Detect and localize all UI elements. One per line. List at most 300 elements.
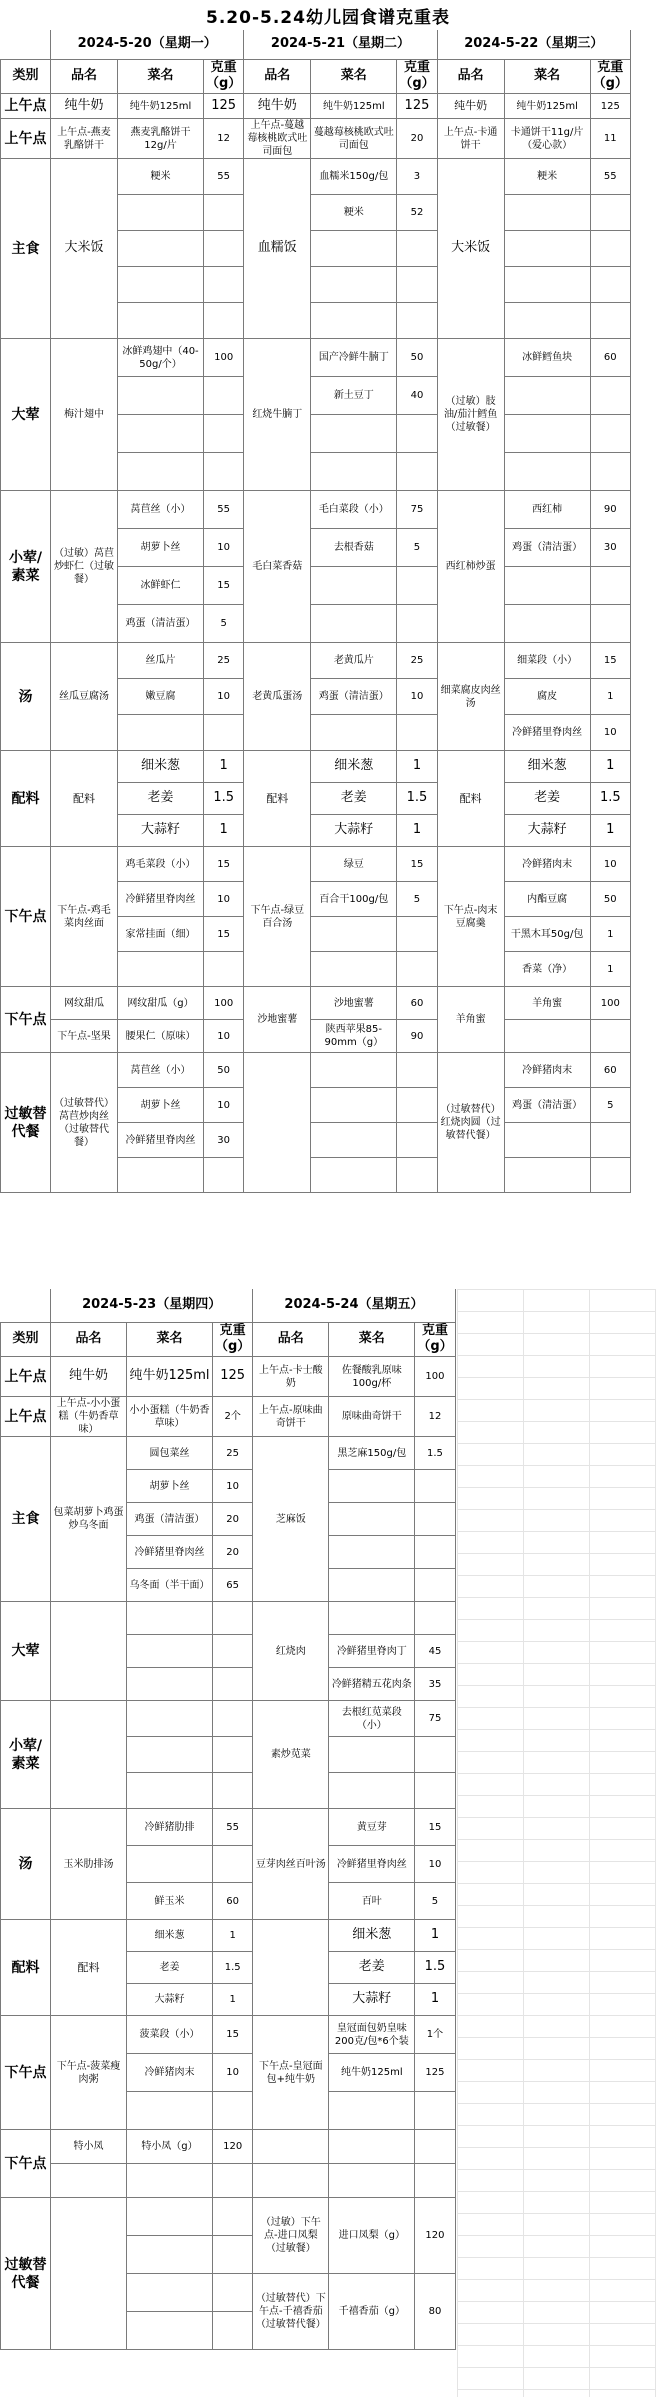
ingredient-cell: 去根红苋菜段（小） <box>329 1701 415 1737</box>
empty-cell <box>213 1846 253 1883</box>
weight-cell: 11 <box>590 119 630 159</box>
ingredient-cell: 鸡蛋（清洁蛋） <box>504 529 590 567</box>
weight-cell: 10 <box>204 679 244 715</box>
dish-cell: 血糯饭 <box>244 159 311 339</box>
weight-cell: 55 <box>204 159 244 195</box>
empty-cell <box>397 952 437 987</box>
dish-cell: 上午点-卡通饼干 <box>437 119 504 159</box>
empty-cell <box>397 415 437 453</box>
empty-cell <box>397 1053 437 1088</box>
dish-cell: （过敏）莴苣炒虾仁（过敏餐） <box>51 491 118 643</box>
dish-cell: 沙地蜜薯 <box>244 987 311 1053</box>
empty-cell <box>213 1773 253 1809</box>
menu-table-week-part1 <box>0 30 631 1193</box>
ingredient-cell: 冷鲜猪精五花肉条 <box>329 1668 415 1701</box>
empty-cell <box>127 2274 213 2312</box>
weight-cell: 12 <box>204 119 244 159</box>
weight-cell: 125 <box>397 94 437 119</box>
weight-cell: 30 <box>590 529 630 567</box>
col-header-category: 类别 <box>1 59 51 94</box>
empty-cell <box>118 952 204 987</box>
col-header-weight: 克重（g） <box>590 59 630 94</box>
empty-cell <box>118 1158 204 1193</box>
weight-cell: 100 <box>204 987 244 1020</box>
ingredient-cell: 佐餐酸乳原味100g/杯 <box>329 1357 415 1397</box>
col-header-dish: 品名 <box>244 59 311 94</box>
empty-cell <box>397 1123 437 1158</box>
empty-cell <box>213 1737 253 1773</box>
empty-cell <box>51 2164 127 2198</box>
ingredient-cell: 粳米 <box>118 159 204 195</box>
weight-cell: 15 <box>204 917 244 952</box>
col-header-ingredient: 菜名 <box>504 59 590 94</box>
ingredient-cell: 胡萝卜丝 <box>127 1470 213 1503</box>
ingredient-cell: 羊角蜜 <box>504 987 590 1020</box>
empty-cell <box>213 1635 253 1668</box>
weight-cell: 5 <box>397 529 437 567</box>
dish-cell: 下午点-坚果 <box>51 1020 118 1053</box>
empty-cell <box>127 1846 213 1883</box>
col-header-weight: 克重（g） <box>213 1322 253 1357</box>
dish-cell: 配料 <box>437 751 504 847</box>
dish-cell: 上午点-卡士酸奶 <box>253 1357 329 1397</box>
weight-cell: 90 <box>590 491 630 529</box>
empty-cell <box>204 267 244 303</box>
weight-cell: 10 <box>590 847 630 882</box>
empty-cell <box>213 1602 253 1635</box>
ingredient-cell: 腐皮 <box>504 679 590 715</box>
empty-cell <box>213 2236 253 2274</box>
ingredient-cell: 卡通饼干11g/片（爱心款） <box>504 119 590 159</box>
empty-cell <box>127 2198 213 2236</box>
weight-cell: 55 <box>204 491 244 529</box>
category-meat: 大荤 <box>1 1602 51 1701</box>
dish-cell: 素炒苋菜 <box>253 1701 329 1809</box>
ingredient-cell: 绿豆 <box>311 847 397 882</box>
empty-cell <box>118 377 204 415</box>
weight-cell: 100 <box>204 339 244 377</box>
ingredient-cell: 冷鲜猪里脊肉丝 <box>118 882 204 917</box>
weight-cell: 10 <box>415 1846 455 1883</box>
empty-cell <box>415 2092 455 2130</box>
weight-cell: 80 <box>415 2274 455 2350</box>
dish-cell: 细菜腐皮肉丝汤 <box>437 643 504 751</box>
weight-cell: 10 <box>213 2054 253 2092</box>
category-snack-pm: 下午点 <box>1 987 51 1053</box>
empty-cell <box>311 415 397 453</box>
empty-cell <box>204 377 244 415</box>
empty-cell <box>329 2092 415 2130</box>
weight-cell: 15 <box>415 1809 455 1846</box>
ingredient-cell: 纯牛奶125ml <box>127 1357 213 1397</box>
dish-cell: 下午点-菠菜瘦肉粥 <box>51 2016 127 2130</box>
empty-cell <box>204 231 244 267</box>
ingredient-cell: 皇冠面包奶皇味200克/包*6个装 <box>329 2016 415 2054</box>
weight-cell: 5 <box>590 1088 630 1123</box>
category-snack-am: 上午点 <box>1 1357 51 1397</box>
ingredient-cell: 细米葱 <box>311 751 397 783</box>
empty-cell <box>213 1701 253 1737</box>
empty-cell <box>311 917 397 952</box>
empty-dish-cell <box>253 1920 329 2016</box>
empty-cell <box>311 453 397 491</box>
category-allergy: 过敏替代餐 <box>1 1053 51 1193</box>
category-seasoning: 配料 <box>1 751 51 847</box>
dish-cell: （过敏）肢油/茄汁鳕鱼（过敏餐） <box>437 339 504 491</box>
dish-cell: 纯牛奶 <box>244 94 311 119</box>
empty-cell <box>253 2164 329 2198</box>
ingredient-cell: 小小蛋糕（牛奶香草味） <box>127 1397 213 1437</box>
ingredient-cell: 大蒜籽 <box>127 1984 213 2016</box>
empty-cell <box>118 415 204 453</box>
ingredient-cell: 老姜 <box>118 783 204 815</box>
empty-cell <box>204 195 244 231</box>
empty-cell <box>504 377 590 415</box>
ingredient-cell: 菠菜段（小） <box>127 2016 213 2054</box>
empty-cell <box>127 2092 213 2130</box>
empty-cell <box>118 267 204 303</box>
dish-cell: 梅汁翅中 <box>51 339 118 491</box>
ingredient-cell: 内酯豆腐 <box>504 882 590 917</box>
dish-cell: 下午点-皇冠面包+纯牛奶 <box>253 2016 329 2130</box>
dish-cell: 纯牛奶 <box>437 94 504 119</box>
dish-cell: 配料 <box>51 751 118 847</box>
ingredient-cell: 老姜 <box>127 1952 213 1984</box>
ingredient-cell: 细米葱 <box>118 751 204 783</box>
ingredient-cell: 毛白菜段（小） <box>311 491 397 529</box>
ingredient-cell: 燕麦乳酪饼干12g/片 <box>118 119 204 159</box>
empty-cell <box>504 1158 590 1193</box>
category-allergy: 过敏替代餐 <box>1 2198 51 2350</box>
empty-cell <box>590 453 630 491</box>
dish-cell: （过敏替代）红烧肉圆（过敏替代餐） <box>437 1053 504 1193</box>
empty-cell <box>127 1635 213 1668</box>
ingredient-cell: 嫩豆腐 <box>118 679 204 715</box>
empty-cell <box>311 1053 397 1088</box>
ingredient-cell: 百叶 <box>329 1883 415 1920</box>
empty-cell <box>127 1773 213 1809</box>
ingredient-cell: 纯牛奶125ml <box>118 94 204 119</box>
day-header-thu: 2024-5-23（星期四） <box>51 1289 253 1322</box>
weight-cell: 5 <box>415 1883 455 1920</box>
weight-cell: 1 <box>213 1984 253 2016</box>
weight-cell: 60 <box>590 339 630 377</box>
weight-cell: 15 <box>590 643 630 679</box>
weight-cell: 25 <box>397 643 437 679</box>
empty-cell <box>311 715 397 751</box>
dish-cell: 上午点-燕麦乳酪饼干 <box>51 119 118 159</box>
ingredient-cell: 纯牛奶125ml <box>329 2054 415 2092</box>
dish-cell: 丝瓜豆腐汤 <box>51 643 118 751</box>
dish-cell: 红烧肉 <box>253 1602 329 1701</box>
weight-cell: 20 <box>213 1536 253 1569</box>
empty-dish-cell <box>51 1701 127 1809</box>
col-header-ingredient: 菜名 <box>311 59 397 94</box>
ingredient-cell: 国产冷鲜牛腩丁 <box>311 339 397 377</box>
empty-cell <box>504 1123 590 1158</box>
empty-cell <box>415 1737 455 1773</box>
weight-cell: 125 <box>415 2054 455 2092</box>
empty-cell <box>127 1701 213 1737</box>
col-header-category: 类别 <box>1 1322 51 1357</box>
ingredient-cell: 鸡蛋（清洁蛋） <box>118 605 204 643</box>
ingredient-cell: 纯牛奶125ml <box>311 94 397 119</box>
empty-cell <box>311 231 397 267</box>
empty-cell <box>397 917 437 952</box>
weight-cell: 1 <box>397 815 437 847</box>
ingredient-cell: 冰鲜鳕鱼块 <box>504 339 590 377</box>
ingredient-cell: 老姜 <box>329 1952 415 1984</box>
dish-cell: （过敏替代）下午点-千禧香茄（过敏替代餐） <box>253 2274 329 2350</box>
empty-cell <box>213 2164 253 2198</box>
weight-cell: 10 <box>204 1088 244 1123</box>
empty-cell <box>118 453 204 491</box>
ingredient-cell: 老黄瓜片 <box>311 643 397 679</box>
empty-cell <box>329 1569 415 1602</box>
empty-cell <box>397 303 437 339</box>
empty-cell <box>415 1536 455 1569</box>
ingredient-cell: 冷鲜猪肉末 <box>127 2054 213 2092</box>
weight-cell: 75 <box>415 1701 455 1737</box>
empty-cell <box>127 1668 213 1701</box>
weight-cell: 10 <box>397 679 437 715</box>
ingredient-cell: 老姜 <box>504 783 590 815</box>
weight-cell: 65 <box>213 1569 253 1602</box>
weight-cell: 40 <box>397 377 437 415</box>
ingredient-cell: 沙地蜜薯 <box>311 987 397 1020</box>
ingredient-cell: 冰鲜鸡翅中（40-50g/个） <box>118 339 204 377</box>
weight-cell: 5 <box>204 605 244 643</box>
empty-cell <box>204 453 244 491</box>
weight-cell: 55 <box>213 1809 253 1846</box>
dish-cell: 上午点-原味曲奇饼干 <box>253 1397 329 1437</box>
weight-cell: 1.5 <box>415 1952 455 1984</box>
weight-cell: 125 <box>204 94 244 119</box>
ingredient-cell: 冷鲜猪肉末 <box>504 847 590 882</box>
weight-cell: 75 <box>397 491 437 529</box>
empty-cell <box>415 1773 455 1809</box>
empty-cell <box>504 231 590 267</box>
col-header-dish: 品名 <box>253 1322 329 1357</box>
ingredient-cell: 西红柿 <box>504 491 590 529</box>
ingredient-cell: 纯牛奶125ml <box>504 94 590 119</box>
weight-cell: 10 <box>204 1020 244 1053</box>
col-header-dish: 品名 <box>437 59 504 94</box>
weight-cell: 15 <box>213 2016 253 2054</box>
empty-cell <box>118 231 204 267</box>
empty-cell <box>504 1020 590 1053</box>
category-staple: 主食 <box>1 159 51 339</box>
menu-table-week-part2 <box>0 1289 456 2350</box>
ingredient-cell: 大蒜籽 <box>118 815 204 847</box>
weight-cell: 1.5 <box>213 1952 253 1984</box>
ingredient-cell: 冰鲜虾仁 <box>118 567 204 605</box>
weight-cell: 50 <box>204 1053 244 1088</box>
weight-cell: 60 <box>590 1053 630 1088</box>
col-header-ingredient: 菜名 <box>329 1322 415 1357</box>
ingredient-cell: 进口凤梨（g） <box>329 2198 415 2274</box>
category-snack-am: 上午点 <box>1 94 51 119</box>
ingredient-cell: 黑芝麻150g/包 <box>329 1437 415 1470</box>
empty-cell <box>118 715 204 751</box>
weight-cell: 1 <box>590 917 630 952</box>
weight-cell: 35 <box>415 1668 455 1701</box>
empty-cell <box>415 1569 455 1602</box>
weight-cell: 1 <box>590 679 630 715</box>
empty-cell <box>311 1123 397 1158</box>
col-header-weight: 克重（g） <box>415 1322 455 1357</box>
dish-cell: （过敏替代）莴苣炒肉丝（过敏替代餐） <box>51 1053 118 1193</box>
empty-cell <box>397 267 437 303</box>
empty-cell <box>127 2164 213 2198</box>
empty-cell <box>213 2274 253 2312</box>
empty-cell <box>204 303 244 339</box>
category-snack-pm: 下午点 <box>1 2016 51 2130</box>
weight-cell: 15 <box>397 847 437 882</box>
dish-cell: 下午点-鸡毛菜肉丝面 <box>51 847 118 987</box>
empty-cell <box>504 303 590 339</box>
empty-cell <box>397 1088 437 1123</box>
empty-cell <box>397 1158 437 1193</box>
ingredient-cell: 蔓越莓核桃欧式吐司面包 <box>311 119 397 159</box>
empty-cell <box>213 2198 253 2236</box>
empty-cell <box>311 1158 397 1193</box>
col-header-ingredient: 菜名 <box>118 59 204 94</box>
weight-cell: 3 <box>397 159 437 195</box>
weight-cell: 1个 <box>415 2016 455 2054</box>
category-soup: 汤 <box>1 643 51 751</box>
col-header-ingredient: 菜名 <box>127 1322 213 1357</box>
empty-cell <box>329 2130 415 2164</box>
ingredient-cell: 陕西苹果85-90mm（g） <box>311 1020 397 1053</box>
ingredient-cell: 大蒜籽 <box>329 1984 415 2016</box>
empty-cell <box>213 2092 253 2130</box>
day-header-empty <box>1 30 51 59</box>
weight-cell: 55 <box>590 159 630 195</box>
ingredient-cell: 鸡蛋（清洁蛋） <box>504 1088 590 1123</box>
empty-cell <box>329 1503 415 1536</box>
spreadsheet-grid-background <box>457 1289 656 2397</box>
empty-cell <box>397 567 437 605</box>
weight-cell: 1 <box>590 815 630 847</box>
ingredient-cell: 冷鲜猪里脊肉丝 <box>118 1123 204 1158</box>
ingredient-cell: 百合干100g/包 <box>311 882 397 917</box>
ingredient-cell: 去根香菇 <box>311 529 397 567</box>
weight-cell: 50 <box>590 882 630 917</box>
empty-cell <box>504 453 590 491</box>
weight-cell: 15 <box>204 567 244 605</box>
empty-cell <box>311 1088 397 1123</box>
empty-cell <box>590 1020 630 1053</box>
weight-cell: 52 <box>397 195 437 231</box>
ingredient-cell: 胡萝卜丝 <box>118 1088 204 1123</box>
dish-cell: 配料 <box>51 1920 127 2016</box>
col-header-weight: 克重（g） <box>397 59 437 94</box>
empty-cell <box>311 303 397 339</box>
category-snack-pm: 下午点 <box>1 847 51 987</box>
empty-cell <box>204 1158 244 1193</box>
category-staple: 主食 <box>1 1437 51 1602</box>
dish-cell: （过敏）下午点-进口凤梨（过敏餐） <box>253 2198 329 2274</box>
empty-cell <box>504 267 590 303</box>
dish-cell: 毛白菜香菇 <box>244 491 311 643</box>
weight-cell: 1 <box>415 1920 455 1952</box>
ingredient-cell: 血糯米150g/包 <box>311 159 397 195</box>
empty-cell <box>415 2130 455 2164</box>
empty-cell <box>329 1773 415 1809</box>
ingredient-cell: 丝瓜片 <box>118 643 204 679</box>
day-header-wed: 2024-5-22（星期三） <box>437 30 630 59</box>
dish-cell: 豆芽肉丝百叶汤 <box>253 1809 329 1920</box>
empty-cell <box>590 567 630 605</box>
weight-cell: 125 <box>213 1357 253 1397</box>
weight-cell: 1.5 <box>415 1437 455 1470</box>
weight-cell: 20 <box>397 119 437 159</box>
empty-cell <box>213 2312 253 2350</box>
dish-cell: 大米饭 <box>437 159 504 339</box>
weight-cell: 1 <box>397 751 437 783</box>
weight-cell: 15 <box>204 847 244 882</box>
ingredient-cell: 冷鲜猪肉末 <box>504 1053 590 1088</box>
ingredient-cell: 黄豆芽 <box>329 1809 415 1846</box>
weight-cell: 1 <box>204 751 244 783</box>
day-header-empty <box>1 1289 51 1322</box>
ingredient-cell: 细米葱 <box>329 1920 415 1952</box>
ingredient-cell: 鸡蛋（清洁蛋） <box>127 1503 213 1536</box>
dish-cell: 芝麻饭 <box>253 1437 329 1602</box>
dish-cell: 纯牛奶 <box>51 1357 127 1397</box>
dish-cell: 红烧牛腩丁 <box>244 339 311 491</box>
weight-cell: 1 <box>213 1920 253 1952</box>
ingredient-cell: 特小凤（g） <box>127 2130 213 2164</box>
empty-cell <box>253 2130 329 2164</box>
empty-cell <box>311 605 397 643</box>
weight-cell: 100 <box>415 1357 455 1397</box>
ingredient-cell: 鸡毛菜段（小） <box>118 847 204 882</box>
dish-cell: 纯牛奶 <box>51 94 118 119</box>
weight-cell: 20 <box>213 1503 253 1536</box>
ingredient-cell: 新土豆丁 <box>311 377 397 415</box>
ingredient-cell: 圆包菜丝 <box>127 1437 213 1470</box>
category-mixed: 小荤/素菜 <box>1 491 51 643</box>
ingredient-cell: 香菜（净） <box>504 952 590 987</box>
ingredient-cell: 鸡蛋（清洁蛋） <box>311 679 397 715</box>
dish-cell: 下午点-肉末豆腐羹 <box>437 847 504 987</box>
weight-cell: 1 <box>590 952 630 987</box>
empty-cell <box>504 415 590 453</box>
empty-cell <box>204 952 244 987</box>
dish-cell: 上午点-蔓越莓核桃欧式吐司面包 <box>244 119 311 159</box>
weight-cell: 1 <box>204 815 244 847</box>
ingredient-cell: 粳米 <box>311 195 397 231</box>
ingredient-cell: 冷鲜猪里脊肉丝 <box>329 1846 415 1883</box>
weight-cell: 1.5 <box>397 783 437 815</box>
ingredient-cell: 莴苣丝（小） <box>118 1053 204 1088</box>
ingredient-cell: 原味曲奇饼干 <box>329 1397 415 1437</box>
empty-cell <box>311 952 397 987</box>
dish-cell: 网纹甜瓜 <box>51 987 118 1020</box>
empty-cell <box>590 1123 630 1158</box>
empty-cell <box>590 1158 630 1193</box>
ingredient-cell: 网纹甜瓜（g） <box>118 987 204 1020</box>
ingredient-cell: 莴苣丝（小） <box>118 491 204 529</box>
day-header-fri: 2024-5-24（星期五） <box>253 1289 455 1322</box>
empty-cell <box>590 415 630 453</box>
empty-cell <box>397 453 437 491</box>
empty-cell <box>590 303 630 339</box>
empty-cell <box>397 605 437 643</box>
weight-cell: 30 <box>204 1123 244 1158</box>
